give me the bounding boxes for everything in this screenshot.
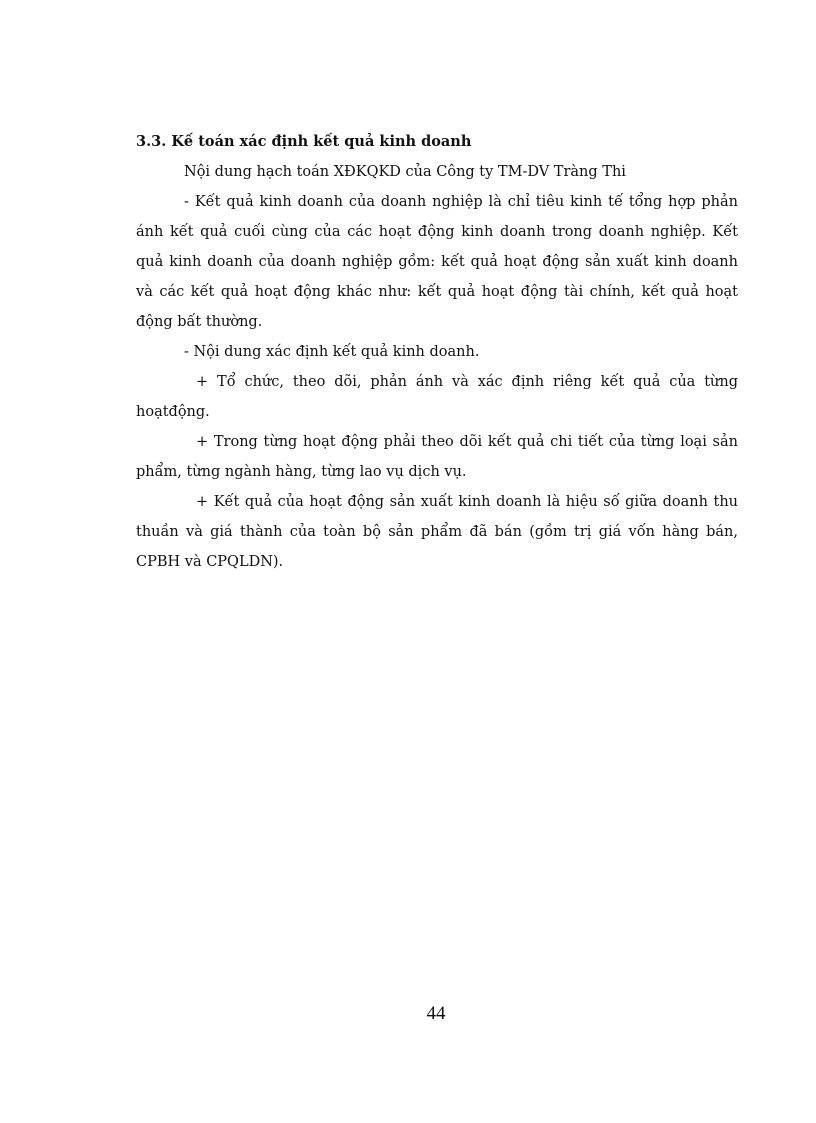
paragraph-bullet-detail-tracking: + Trong từng hoạt động phải theo dõi kết quả chi tiết của từng loại sản phẩm, từng ngành hàng, từng lao vụ dịch vụ. xyxy=(136,434,738,480)
section-intro: Nội dung hạch toán XĐKQKD của Công ty TM-DV Tràng Thi xyxy=(184,164,626,180)
paragraph-business-result-definition: - Kết quả kinh doanh của doanh nghiệp là chỉ tiêu kinh tế tổng hợp phản ánh kết quả cuối cùng của các hoạt động kinh doanh trong doanh nghiệp. Kết quả kinh doanh của doanh nghiệp gồm: kết quả hoạt động sản xuất kinh doanh và các kết quả hoạt động khác như: kết quả hoạt động tài chính, kết quả hoạt động bất thường. xyxy=(136,194,738,330)
page-number: 44 xyxy=(426,1003,446,1024)
section-heading: 3.3. Kế toán xác định kết quả kinh doanh xyxy=(136,133,472,150)
section-body xyxy=(136,127,738,577)
paragraph-bullet-organize: + Tổ chức, theo dõi, phản ánh và xác định riêng kết quả của từng hoạtđộng. xyxy=(136,374,738,420)
paragraph-bullet-production-result: + Kết quả của hoạt động sản xuất kinh doanh là hiệu số giữa doanh thu thuần và giá thành của toàn bộ sản phẩm đã bán (gồm trị giá vốn hàng bán, CPBH và CPQLDN). xyxy=(136,494,738,570)
paragraph-content-heading: - Nội dung xác định kết quả kinh doanh. xyxy=(184,344,480,360)
